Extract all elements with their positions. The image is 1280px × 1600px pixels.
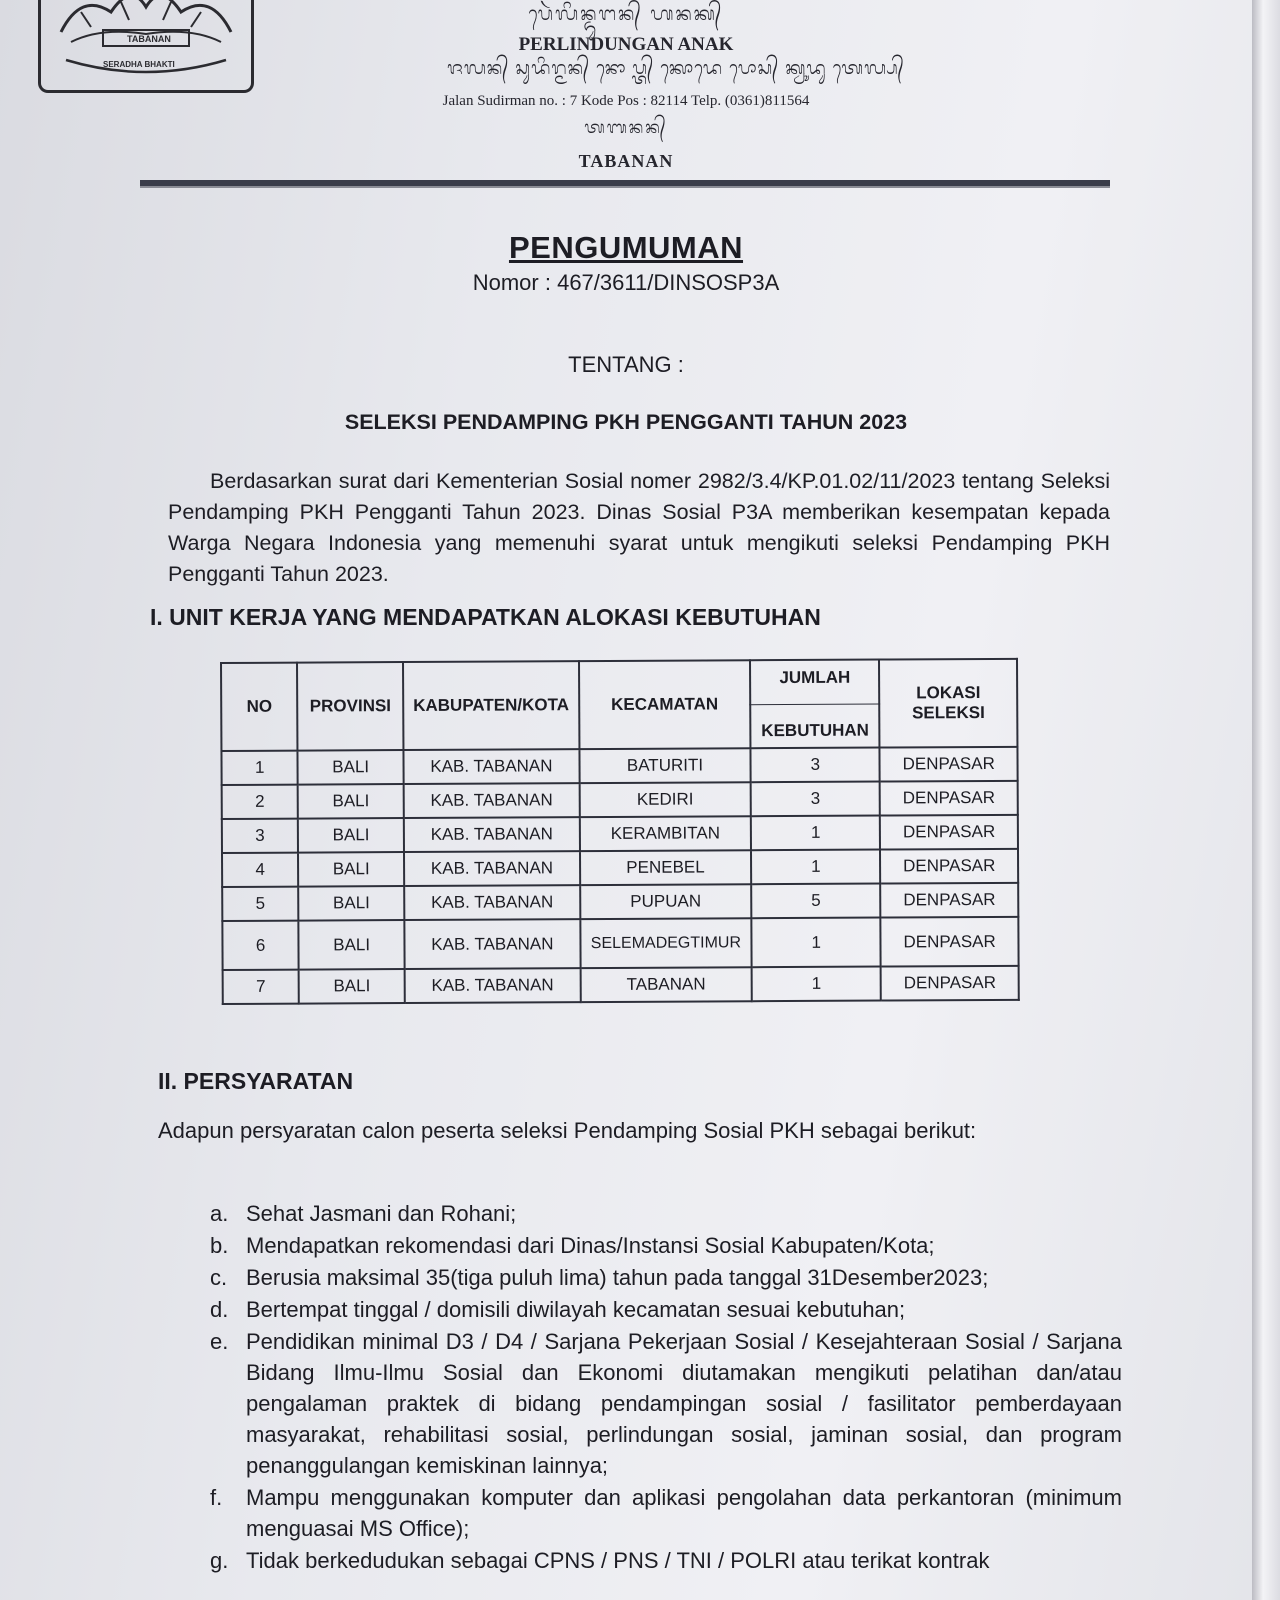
table-row [222, 781, 1018, 819]
list-item [210, 1262, 1122, 1293]
cell-kabupaten: KAB. TABANAN [404, 851, 580, 886]
table-row [222, 849, 1018, 887]
cell-lokasi: DENPASAR [880, 747, 1018, 782]
letterhead-script-line-2: ᬚᬮᬦ᭄ ᬲᬸᬤᬶᬭ᭄ᬫᬦ᭄ ᬦᭀ ᬧ᭄ᬢ᭄ ᬓᭀᬤᬾ ᬧᭀᬲ᭄ ᬓ᭄ᬯᬸᬤᬸ ᬢᬾᬮ᭄ᬧ᭄ [447, 58, 905, 78]
cell-jumlah: 1 [752, 967, 881, 1002]
cell-kecamatan: BATURITI [579, 748, 751, 783]
cell-lokasi: DENPASAR [880, 815, 1018, 850]
cell-provinsi: BALI [298, 750, 404, 785]
table-row [221, 747, 1017, 785]
page-title: PENGUMUMAN [508, 230, 744, 265]
list-item [210, 1482, 1122, 1544]
cell-kabupaten: KAB. TABANAN [404, 817, 580, 852]
col-header-jumlah-line-1: JUMLAH [779, 667, 851, 687]
list-item-text: Sehat Jasmani dan Rohani; [246, 1201, 517, 1226]
logo-label-tabanan: TABANAN [127, 34, 171, 44]
cell-jumlah: 3 [751, 748, 880, 783]
cell-no: 6 [222, 921, 298, 970]
list-item-text: Mendapatkan rekomendasi dari Dinas/Instansi Sosial Kabupaten/Kota; [246, 1233, 935, 1258]
cell-jumlah: 3 [751, 782, 880, 817]
logo-motto: SERADHA BHAKTI [103, 60, 175, 69]
cell-kecamatan: TABANAN [580, 967, 752, 1002]
table-row [222, 917, 1018, 970]
cell-no: 4 [222, 853, 298, 887]
cell-no: 7 [223, 970, 299, 1004]
cell-kabupaten: KAB. TABANAN [404, 919, 580, 969]
cell-provinsi: BALI [299, 920, 405, 970]
letterhead-script-line-3: ᬢᬩᬦᬦ᭄ [584, 118, 668, 137]
cell-lokasi: DENPASAR [880, 883, 1018, 918]
table-row [223, 966, 1019, 1004]
cell-jumlah: 1 [752, 918, 881, 968]
cell-provinsi: BALI [299, 969, 405, 1004]
cell-no: 3 [222, 819, 298, 853]
cell-kecamatan: PENEBEL [580, 850, 752, 885]
cell-provinsi: BALI [298, 818, 404, 853]
cell-kecamatan: PUPUAN [580, 884, 752, 919]
cell-kabupaten: KAB. TABANAN [404, 749, 580, 784]
cell-kabupaten: KAB. TABANAN [404, 885, 580, 920]
list-item-letter: g. [210, 1548, 229, 1573]
cell-provinsi: BALI [298, 852, 404, 887]
cell-lokasi: DENPASAR [880, 849, 1018, 884]
table-row [222, 883, 1018, 921]
list-item-letter: a. [210, 1201, 229, 1226]
list-item-letter: e. [210, 1329, 229, 1354]
cell-kecamatan: KERAMBITAN [579, 816, 751, 851]
list-item-letter: c. [210, 1265, 228, 1290]
table-row [222, 815, 1018, 853]
cell-kabupaten: KAB. TABANAN [405, 968, 581, 1003]
letterhead-address: Jalan Sudirman no. : 7 Kode Pos : 82114 Telp. (0361)811564 [442, 93, 810, 109]
list-item [210, 1294, 1122, 1325]
cell-kecamatan: SELEMADEGTIMUR [580, 918, 752, 968]
section-1-heading: I. UNIT KERJA YANG MENDAPATKAN ALOKASI KEBUTUHAN [150, 604, 821, 630]
letterhead-org: PERLINDUNGAN ANAK [518, 34, 734, 55]
announcement-number: Nomor : 467/3611/DINSOSP3A [472, 270, 780, 295]
letterhead-divider [140, 180, 1110, 188]
cell-lokasi: DENPASAR [880, 781, 1018, 816]
cell-kabupaten: KAB. TABANAN [404, 783, 580, 818]
cell-lokasi: DENPASAR [881, 917, 1019, 967]
cell-provinsi: BALI [298, 784, 404, 819]
intro-paragraph: Berdasarkan surat dari Kementerian Sosial nomer 2982/3.4/KP.01.02/11/2023 tentang Seleksi Pendamping PKH Pengganti Tahun 2023. Dinas Sosial P3A memberikan kesempatan kepada Warga Negara Indonesia yang memenuhi syarat untuk mengikuti seleksi Pendamping PKH Pengganti Tahun 2023. [168, 469, 1110, 586]
list-item [210, 1230, 1122, 1261]
col-header-kecamatan: KECAMATAN [579, 660, 751, 749]
col-header-jumlah [750, 660, 880, 749]
table-header-row [221, 659, 1017, 751]
cell-no: 2 [222, 785, 298, 819]
col-header-kabupaten: KABUPATEN/KOTA [403, 661, 579, 750]
list-item-text: Bertempat tinggal / domisili diwilayah kecamatan sesuai kebutuhan; [246, 1297, 906, 1322]
col-header-provinsi: PROVINSI [297, 662, 403, 751]
list-item-text: Tidak berkedudukan sebagai CPNS / PNS / TNI / POLRI atau terikat kontrak [246, 1548, 990, 1573]
letterhead-city: TABANAN [578, 151, 674, 171]
list-item-letter: b. [210, 1233, 229, 1258]
list-item-text: Mampu menggunakan komputer dan aplikasi pengolahan data perkantoran (minimum menguasai MS Office); [246, 1485, 1122, 1541]
cell-no: 5 [222, 887, 298, 921]
list-item-text: Pendidikan minimal D3 / D4 / Sarjana Pekerjaan Sosial / Kesejahteraan Sosial / Sarjana Bidang Ilmu-Ilmu Sosial dan Ekonomi diutamakan mengikuti pelatihan dan/atau pengalaman praktek di bidang pendampingan sosial / fasilitator pemberdayaan masyarakat, rehabilitasi sosial, perlindungan sosial, jaminan sosial, dan program penanggulangan kemiskinan lainnya; [246, 1329, 1122, 1478]
col-header-lokasi [879, 659, 1017, 748]
list-item-letter: f. [210, 1485, 223, 1510]
announcement-subject: SELEKSI PENDAMPING PKH PENGGANTI TAHUN 2023 [344, 410, 908, 434]
letterhead-script-line-1: ᬧᬾᬃᬮᬶᬦ᭄ᬤᬸᬗᬦ᭄ ᬳᬦᬓ᭄ [528, 4, 724, 25]
col-header-lokasi-line-2: SELEKSI [912, 702, 985, 723]
col-header-jumlah-line-2: KEBUTUHAN [761, 720, 869, 740]
list-item [210, 1326, 1122, 1481]
list-item [210, 1545, 1122, 1576]
cell-jumlah: 1 [751, 816, 880, 851]
cell-provinsi: BALI [298, 886, 404, 921]
list-item-letter: d. [210, 1297, 229, 1322]
cell-lokasi: DENPASAR [881, 966, 1019, 1001]
cell-kecamatan: KEDIRI [579, 782, 751, 817]
col-header-no: NO [221, 663, 298, 751]
cell-jumlah: 5 [751, 884, 880, 919]
requirements-intro: Adapun persyaratan calon peserta seleksi Pendamping Sosial PKH sebagai berikut: [158, 1118, 977, 1143]
section-2-heading: II. PERSYARATAN [158, 1068, 354, 1094]
cell-no: 1 [221, 751, 297, 785]
about-label: TENTANG : [568, 352, 684, 377]
page-edge-shadow [1252, 0, 1280, 1600]
requirements-list [210, 1198, 1122, 1577]
col-header-lokasi-line-1: LOKASI [916, 683, 981, 703]
allocation-table [220, 658, 1020, 1005]
cell-jumlah: 1 [751, 850, 880, 885]
list-item-text: Berusia maksimal 35(tiga puluh lima) tahun pada tanggal 31Desember2023; [246, 1265, 989, 1290]
list-item [210, 1198, 1122, 1229]
